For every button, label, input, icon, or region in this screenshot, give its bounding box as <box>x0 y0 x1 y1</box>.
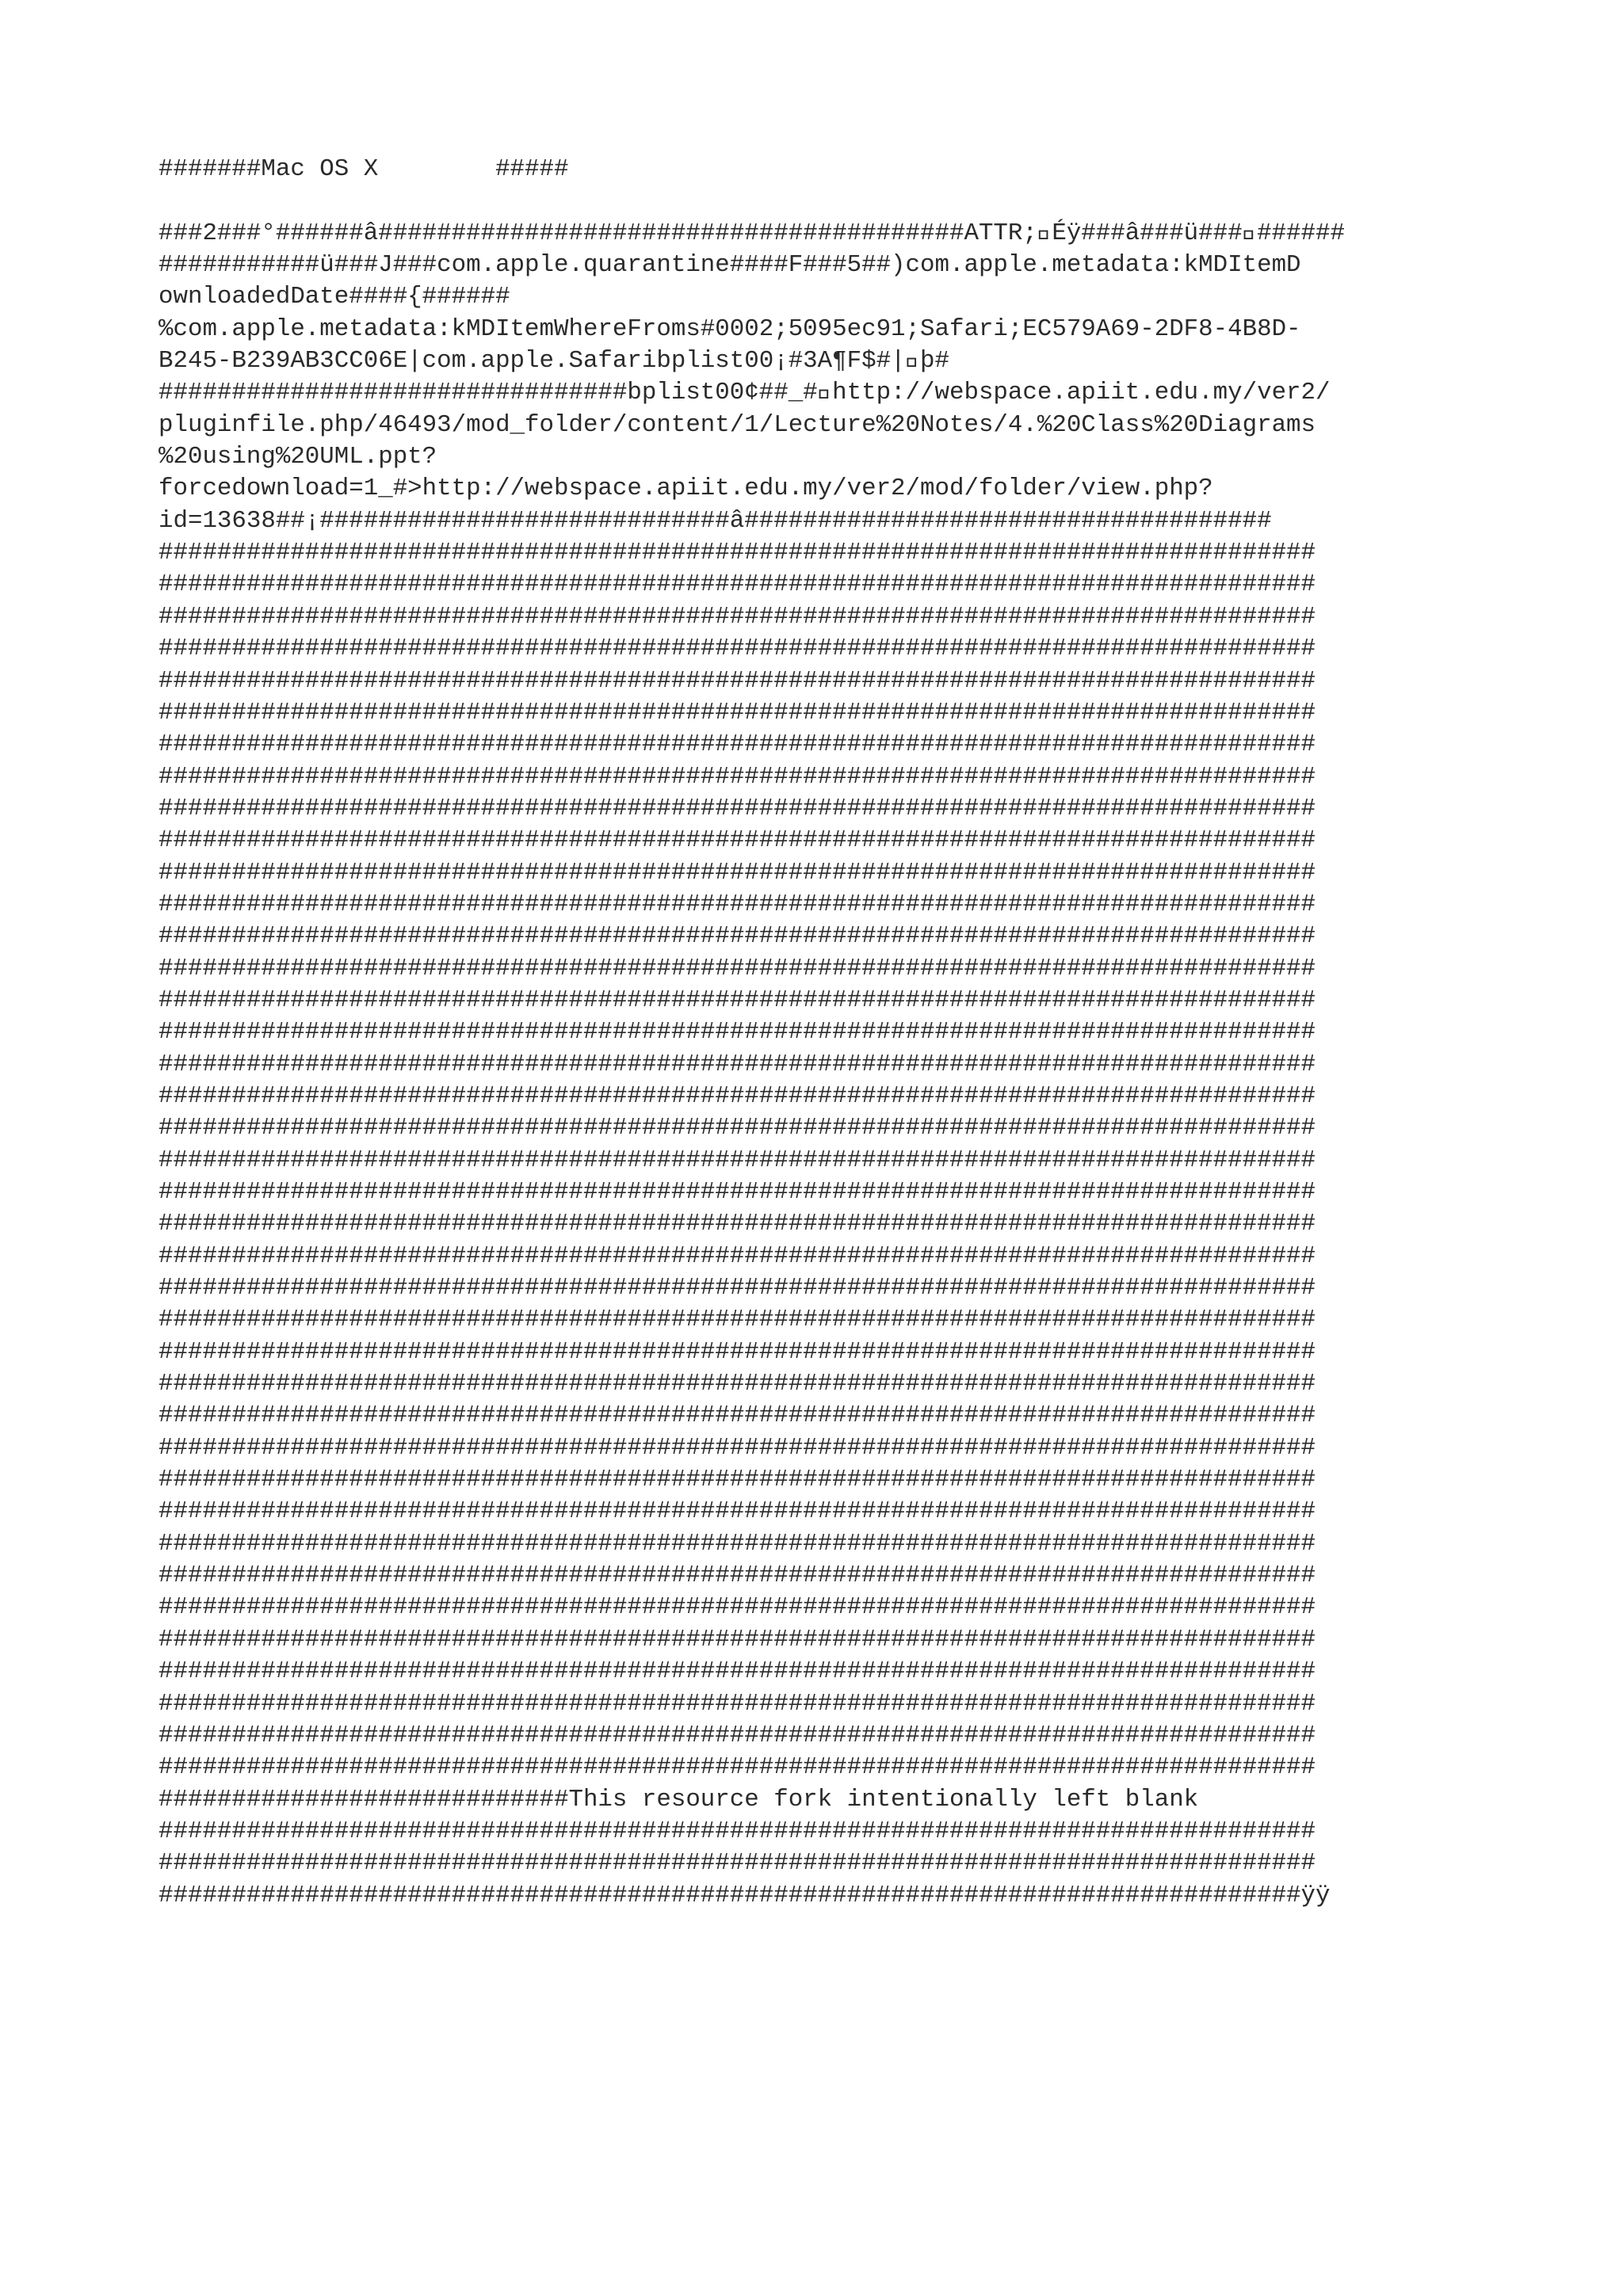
text-line: ###2###°######â########################################ATTR; Éÿ###â###ü### ###### <box>158 219 1345 247</box>
text-line: B245-B239AB3CC06E|com.apple.Safaribplist00¡#3A¶F$#| þ# <box>158 347 949 376</box>
text-line: ############################################################################### <box>158 794 1316 822</box>
text-line: ############################################################################### <box>158 1337 1316 1366</box>
text-line: ############################################################################### <box>158 826 1316 855</box>
text-line: ############################This resource fork intentionally left blank <box>158 1785 1199 1814</box>
text-line: ############################################################################### <box>158 1562 1316 1590</box>
text-line: ############################################################################### <box>158 1018 1316 1047</box>
text-line: %20using%20UML.ppt? <box>158 443 437 471</box>
text-line: ############################################################################### <box>158 539 1316 567</box>
text-line: ############################################################################### <box>158 890 1316 918</box>
text-line: id=13638##¡############################â#################################### <box>158 506 1272 535</box>
text-line: ############################################################################### <box>158 698 1316 727</box>
text-line: ##############################################################################ÿÿ <box>158 1881 1331 1909</box>
text-line: ###########ü###J###com.apple.quarantine####F###5##)com.apple.metadata:kMDItemD <box>158 251 1301 280</box>
text-line: ############################################################################### <box>158 1466 1316 1494</box>
text-line: ############################################################################### <box>158 730 1316 759</box>
text-line: ############################################################################### <box>158 1274 1316 1302</box>
text-line: ############################################################################### <box>158 1593 1316 1622</box>
text-line: ############################################################################### <box>158 1306 1316 1334</box>
text-line: ################################bplist00¢##_# http://webspace.apiit.edu.my/ver2/ <box>158 379 1331 407</box>
text-line: ############################################################################### <box>158 1657 1316 1686</box>
text-line: ############################################################################### <box>158 922 1316 951</box>
text-line: ############################################################################### <box>158 1497 1316 1526</box>
text-line: %com.apple.metadata:kMDItemWhereFroms#0002;5095ec91;Safari;EC579A69-2DF8-4B8D- <box>158 315 1301 343</box>
text-line: ############################################################################### <box>158 1753 1316 1782</box>
text-line: ############################################################################### <box>158 1178 1316 1206</box>
text-line: ############################################################################### <box>158 1210 1316 1238</box>
text-line: ############################################################################### <box>158 1114 1316 1142</box>
text-line: ############################################################################### <box>158 762 1316 791</box>
text-line <box>158 185 1474 217</box>
text-line: ############################################################################### <box>158 1050 1316 1078</box>
text-line: ############################################################################### <box>158 1817 1316 1845</box>
text-block <box>158 154 1474 1912</box>
text-line: ############################################################################### <box>158 1849 1316 1878</box>
text-line: ############################################################################### <box>158 1625 1316 1653</box>
text-line: ############################################################################### <box>158 1529 1316 1558</box>
text-line: ############################################################################### <box>158 635 1316 663</box>
text-line: ############################################################################### <box>158 570 1316 599</box>
text-line: ############################################################################### <box>158 954 1316 982</box>
text-line: ############################################################################### <box>158 666 1316 695</box>
text-line: ############################################################################### <box>158 1721 1316 1749</box>
text-line: ############################################################################### <box>158 1433 1316 1462</box>
text-line: ############################################################################### <box>158 1370 1316 1398</box>
text-line: ############################################################################### <box>158 1081 1316 1110</box>
text-line: forcedownload=1_#>http://webspace.apiit.edu.my/ver2/mod/folder/view.php? <box>158 475 1213 503</box>
text-line: pluginfile.php/46493/mod_folder/content/1/Lecture%20Notes/4.%20Class%20Diagrams <box>158 410 1316 439</box>
text-line: ############################################################################### <box>158 1241 1316 1270</box>
text-line: ############################################################################### <box>158 1146 1316 1174</box>
text-line: ############################################################################### <box>158 858 1316 887</box>
text-line: ############################################################################### <box>158 1402 1316 1430</box>
text-line: ############################################################################### <box>158 1689 1316 1718</box>
text-line: ownloadedDate####{###### <box>158 283 510 311</box>
text-line: ############################################################################### <box>158 602 1316 631</box>
text-line: #######Mac OS X ##### <box>158 155 569 183</box>
text-line: ############################################################################### <box>158 986 1316 1014</box>
